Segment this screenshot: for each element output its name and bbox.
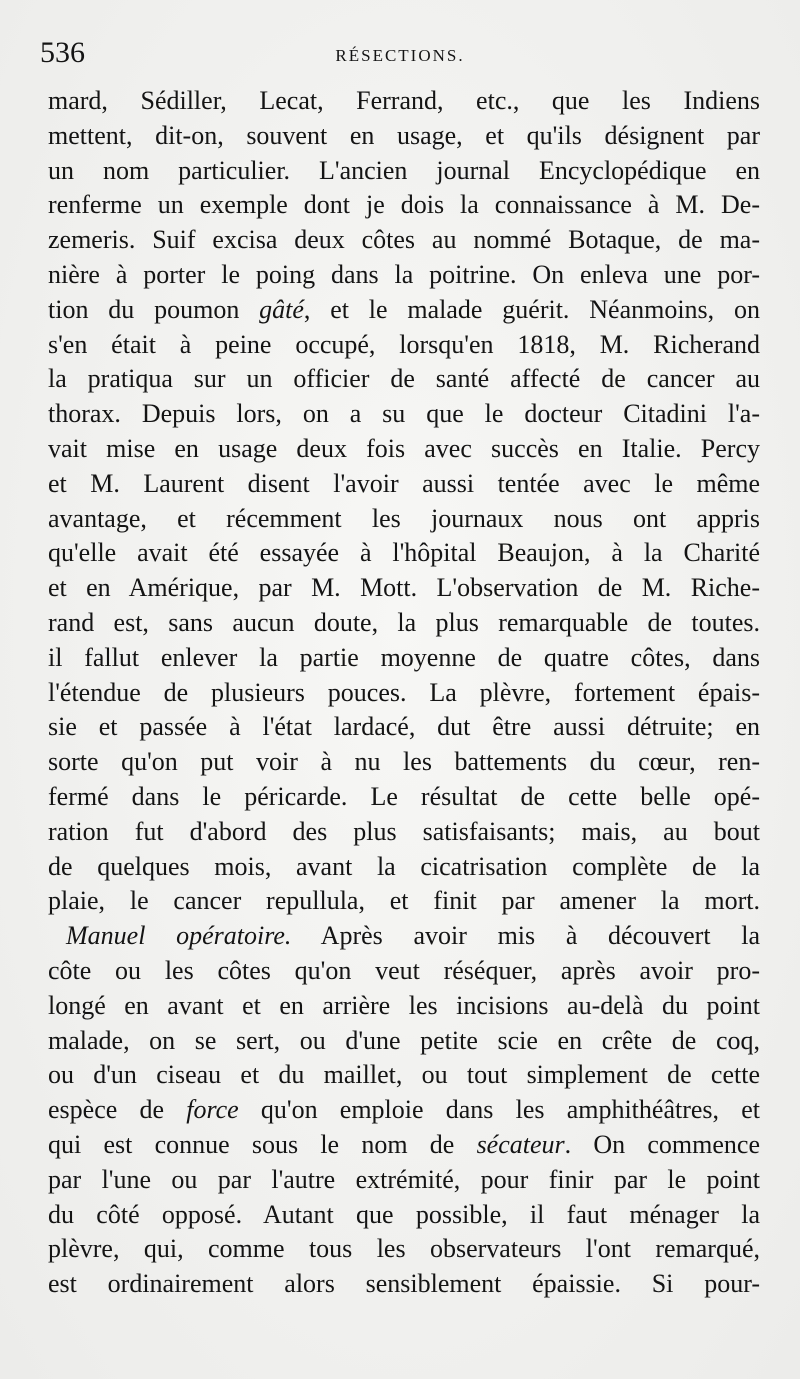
text-run: . On commence bbox=[564, 1129, 760, 1159]
text-line: fermé dans le péricarde. Le résultat de cette belle opé- bbox=[48, 781, 760, 811]
text-run: Après avoir mis à découvert la bbox=[291, 921, 760, 951]
text-line: mard, Sédiller, Lecat, Ferrand, etc., que les Indiens bbox=[48, 86, 760, 115]
text-line: il fallut enlever la partie moyenne de quatre côtes, dans bbox=[48, 642, 760, 672]
text-line: plèvre, qui, comme tous les observateurs l'ont remarqué, bbox=[48, 1234, 760, 1264]
text-line: un nom particulier. L'ancien journal Encyclopédique en bbox=[48, 155, 760, 185]
text-line: l'étendue de plusieurs pouces. La plèvre, fortement épais- bbox=[48, 677, 760, 707]
italic-term: sécateur bbox=[476, 1129, 565, 1159]
text-line bbox=[48, 1128, 760, 1163]
text-line: et en Amérique, par M. Mott. L'observation de M. Riche- bbox=[48, 573, 760, 603]
body-text bbox=[48, 84, 760, 1302]
running-title: RÉSECTIONS. bbox=[335, 46, 465, 65]
text-line bbox=[48, 919, 760, 954]
text-line: ration fut d'abord des plus satisfaisants; mais, au bout bbox=[48, 816, 760, 846]
section-heading-italic: Manuel opératoire. bbox=[66, 921, 292, 951]
text-run: espèce de bbox=[48, 1095, 187, 1125]
text-line: sie et passée à l'état lardacé, dut être aussi détruite; en bbox=[48, 712, 760, 742]
text-line: qu'elle avait été essayée à l'hôpital Beaujon, à la Charité bbox=[48, 538, 760, 568]
text-line: s'en était à peine occupé, lorsqu'en 1818, M. Richerand bbox=[48, 329, 760, 359]
text-run: tion du poumon bbox=[48, 294, 260, 324]
text-line: ou d'un ciseau et du maillet, ou tout simplement de cette bbox=[48, 1060, 760, 1090]
text-line: thorax. Depuis lors, on a su que le docteur Citadini l'a- bbox=[48, 399, 760, 429]
page-header bbox=[40, 36, 760, 76]
italic-term: force bbox=[186, 1095, 239, 1125]
text-line: zemeris. Suif excisa deux côtes au nommé Botaque, de ma- bbox=[48, 225, 760, 255]
text-line: sorte qu'on put voir à nu les battements du cœur, ren- bbox=[48, 747, 760, 777]
text-line: avantage, et récemment les journaux nous ont appris bbox=[48, 503, 760, 533]
text-line: plaie, le cancer repullula, et finit par amener la mort. bbox=[48, 886, 760, 916]
text-line: malade, on se sert, ou d'une petite scie en crête de coq, bbox=[48, 1025, 760, 1055]
italic-term: gâté bbox=[259, 294, 304, 324]
text-line: par l'une ou par l'autre extrémité, pour finir par le point bbox=[48, 1164, 760, 1194]
text-line: est ordinairement alors sensiblement épaissie. Si pour- bbox=[48, 1269, 760, 1299]
text-line bbox=[48, 293, 760, 328]
text-line: mettent, dit-on, souvent en usage, et qu'ils désignent par bbox=[48, 120, 760, 150]
text-line: rand est, sans aucun doute, la plus remarquable de toutes. bbox=[48, 607, 760, 637]
text-run: qui est connue sous le nom de bbox=[48, 1129, 477, 1159]
text-line: longé en avant et en arrière les incisions au-delà du point bbox=[48, 990, 760, 1020]
text-line: la pratiqua sur un officier de santé affecté de cancer au bbox=[48, 364, 760, 394]
text-line: du côté opposé. Autant que possible, il faut ménager la bbox=[48, 1199, 760, 1229]
text-run: , et le malade guérit. Néanmoins, on bbox=[303, 294, 760, 324]
text-line: côte ou les côtes qu'on veut réséquer, après avoir pro- bbox=[48, 955, 760, 985]
text-line: de quelques mois, avant la cicatrisation complète de la bbox=[48, 851, 760, 881]
text-line: nière à porter le poing dans la poitrine. On enleva une por- bbox=[48, 259, 760, 289]
text-line: renferme un exemple dont je dois la connaissance à M. De- bbox=[48, 190, 760, 220]
text-line bbox=[48, 1093, 760, 1128]
text-line: vait mise en usage deux fois avec succès en Italie. Percy bbox=[48, 433, 760, 463]
text-run: qu'on emploie dans les amphithéâtres, et bbox=[238, 1095, 760, 1125]
page-number: 536 bbox=[40, 36, 85, 69]
text-line: et M. Laurent disent l'avoir aussi tentée avec le même bbox=[48, 468, 760, 498]
